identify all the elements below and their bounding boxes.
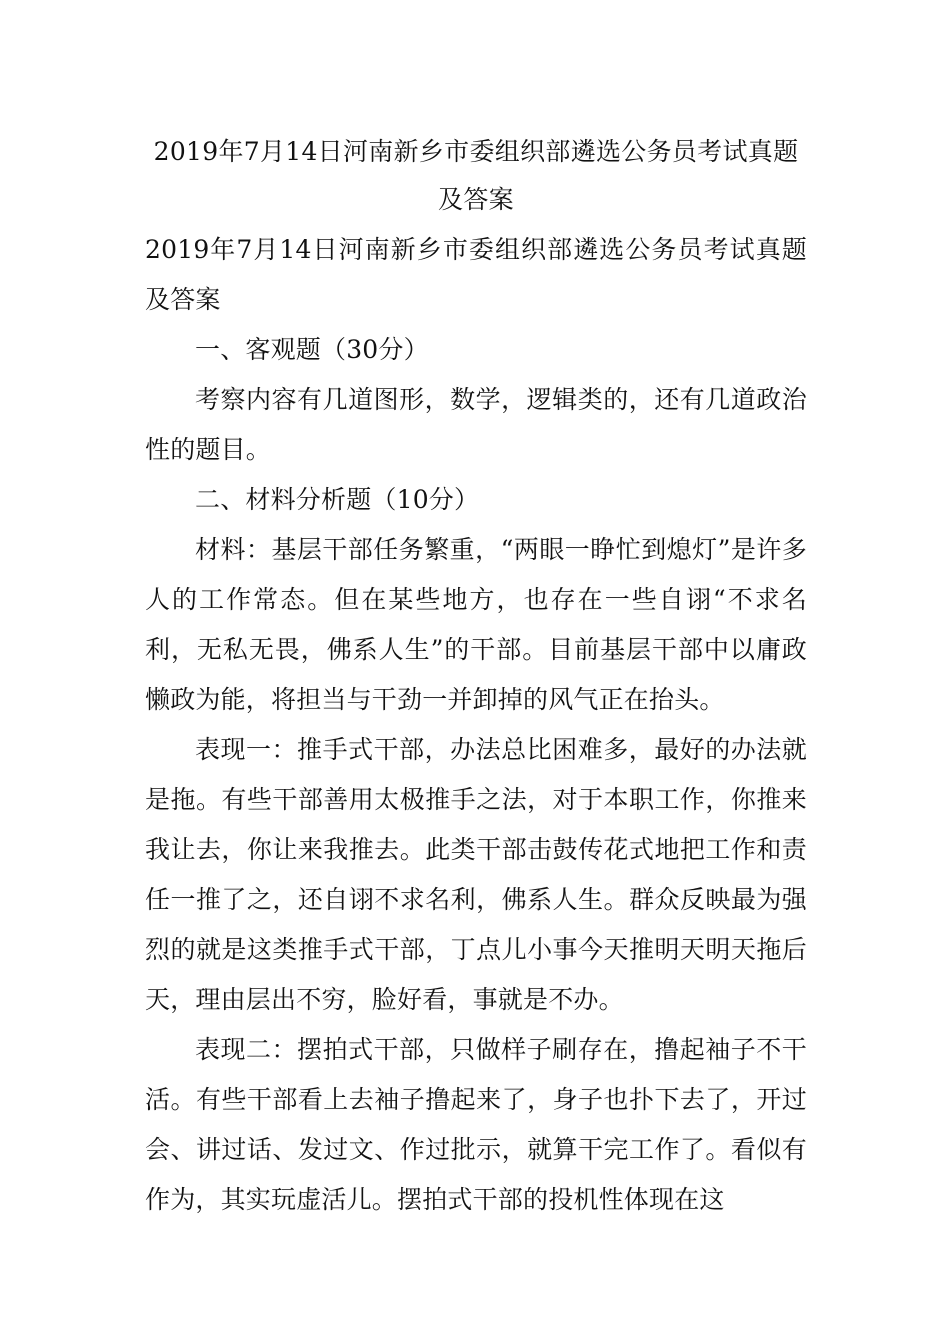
body-paragraph: 表现二：摆拍式干部，只做样子刷存在，撸起袖子不干活。有些干部看上去袖子撸起来了，身子也扑下去了，开过会、讲过话、发过文、作过批示，就算干完工作了。看似有作为，其实玩虚活儿。摆拍式干部的投机性体现在这 xyxy=(145,1035,807,1214)
body-paragraph: 表现一：推手式干部，办法总比困难多，最好的办法就是拖。有些干部善用太极推手之法，对于本职工作，你推来我让去，你让来我推去。此类干部击鼓传花式地把工作和责任一推了之，还自诩不求名利，佛系人生。群众反映最为强烈的就是这类推手式干部，丁点儿小事今天推明天明天拖后天，理由层出不穷，脸好看，事就是不办。 xyxy=(145,735,807,1014)
section-heading-material-analysis: 二、材料分析题（10分） xyxy=(195,485,480,514)
body-paragraph: 材料：基层干部任务繁重，“两眼一睁忙到熄灯”是许多人的工作常态。但在某些地方，也存在一些自诩“不求名利，无私无畏，佛系人生”的干部。目前基层干部中以庸政懒政为能，将担当与干劲一并卸掉的风气正在抬头。 xyxy=(145,535,807,714)
body-paragraph: 考察内容有几道图形，数学，逻辑类的，还有几道政治性的题目。 xyxy=(145,385,807,464)
body-paragraph-repeated-title: 2019年7月14日河南新乡市委组织部遴选公务员考试真题及答案 xyxy=(145,235,807,314)
document-title: 2019年7月14日河南新乡市委组织部遴选公务员考试真题及答案 xyxy=(153,137,799,214)
section-heading-objective: 一、客观题（30分） xyxy=(195,335,429,364)
document-body xyxy=(145,225,807,1225)
